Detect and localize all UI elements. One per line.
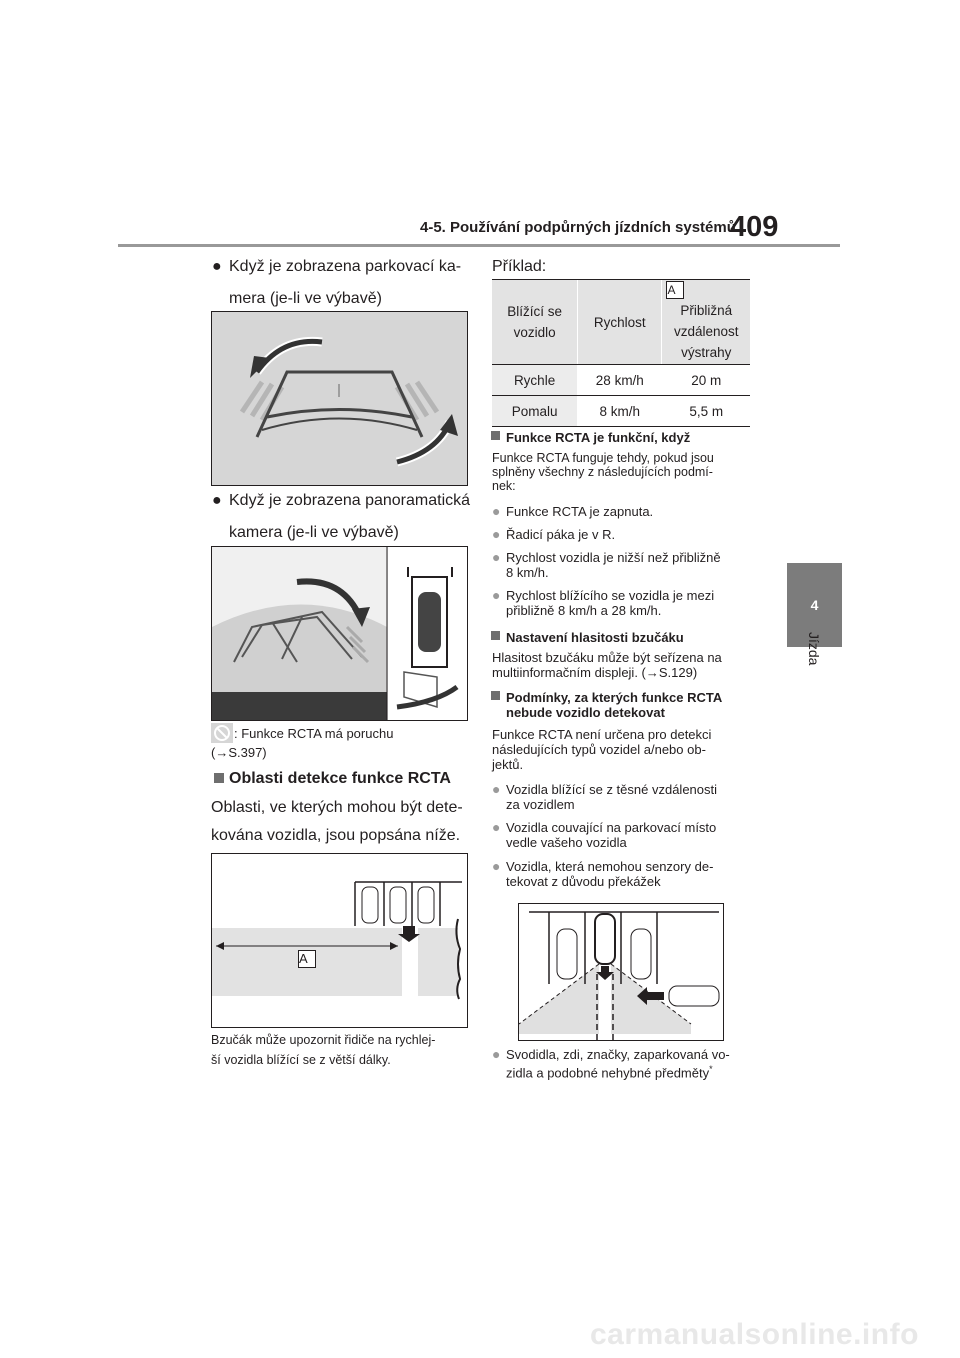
malfunction-page-ref[interactable]: (→S.397)	[211, 745, 267, 760]
buzzer-note-line1: Bzučák může upozornit řidiče na rychlej-	[211, 1033, 436, 1047]
table-marker-a: A	[666, 281, 684, 299]
diagram-label-a: A	[298, 950, 316, 968]
last-item: ● Svodidla, zdi, značky, zaparkovaná vo- zidla a podobné nehybné předměty*	[492, 1046, 730, 1081]
parking-camera-illustration	[212, 312, 467, 485]
works-item-2: ● Řadicí páka je v R.	[492, 526, 616, 542]
table-row: Rychle 28 km/h 20 m	[492, 365, 750, 396]
works-item-4: ● Rychlost blížícího se vozidla je mezi přibližně 8 km/h a 28 km/h.	[492, 587, 715, 618]
cond-item-2: ● Vozidla couvající na parkovací místo vedle vašeho vozidla	[492, 819, 717, 850]
volume-text: Hlasitost bzučáku může být seřízena na multiinformačním displeji. (→S.129)	[492, 650, 722, 680]
table-header-cell: Blížící se vozidlo	[492, 280, 578, 365]
table-header-cell: A Přibližná vzdálenost výstrahy	[662, 280, 750, 365]
panoramic-camera-illustration	[212, 547, 467, 720]
areas-text-line1: Oblasti, ve kterých mohou být dete-	[211, 799, 463, 816]
areas-text-line2: kována vozidla, jsou popsána níže.	[211, 827, 461, 844]
footnote-mark: *	[709, 1064, 713, 1074]
table-row: Pomalu 8 km/h 5,5 m	[492, 396, 750, 427]
obstruction-diagram	[518, 903, 724, 1041]
works-item-3: ● Rychlost vozidla je nižší než přibližně 8 km/h.	[492, 549, 721, 580]
buzzer-note-line2: ší vozidla blížící se z větší dálky.	[211, 1053, 391, 1067]
chapter-side-label: Jízda	[806, 632, 822, 666]
conditions-text: Funkce RCTA není určena pro detekci následujících typů vozidel a/nebo ob- jektů.	[492, 727, 712, 772]
cond-item-3: ● Vozidla, která nemohou senzory de- tekovat z důvodu překážek	[492, 858, 714, 889]
works-text: Funkce RCTA funguje tehdy, pokud jsou splněny všechny z následujících podmí- nek:	[492, 451, 714, 493]
cond-item-1: ● Vozidla blížící se z těsné vzdálenosti za vozidlem	[492, 781, 718, 812]
header-rule	[118, 244, 840, 247]
malfunction-note: : Funkce RCTA má poruchu	[234, 726, 394, 741]
parking-camera-image	[211, 311, 468, 486]
detection-area-diagram	[211, 853, 468, 1028]
bullet-panoramic-camera: ● Když je zobrazena panoramatická kamera (je-li ve výbavě)	[212, 492, 471, 541]
heading-conditions: Podmínky, za kterých funkce RCTA nebude vozidlo detekovat	[506, 690, 722, 720]
malfunction-icon	[211, 723, 233, 743]
page-number: 409	[730, 211, 779, 243]
example-label: Příklad:	[492, 258, 547, 275]
rcta-distance-table	[492, 279, 750, 427]
bullet-parking-camera: ● Když je zobrazena parkovací ka- mera (je-li ve výbavě)	[212, 258, 462, 307]
heading-detection-areas: Oblasti detekce funkce RCTA	[229, 765, 451, 792]
table-header-row	[492, 280, 750, 365]
heading-works-when: Funkce RCTA je funkční, když	[506, 430, 690, 445]
works-item-1: ● Funkce RCTA je zapnuta.	[492, 503, 654, 519]
table-header-cell: Rychlost	[578, 280, 662, 365]
chapter-tab: 4	[787, 563, 842, 647]
watermark: carmanualsonline.info	[590, 1318, 919, 1351]
panoramic-camera-image	[211, 546, 468, 721]
section-title: 4-5. Používání podpůrných jízdních systémů	[420, 219, 736, 236]
heading-volume: Nastavení hlasitosti bzučáku	[506, 630, 684, 645]
